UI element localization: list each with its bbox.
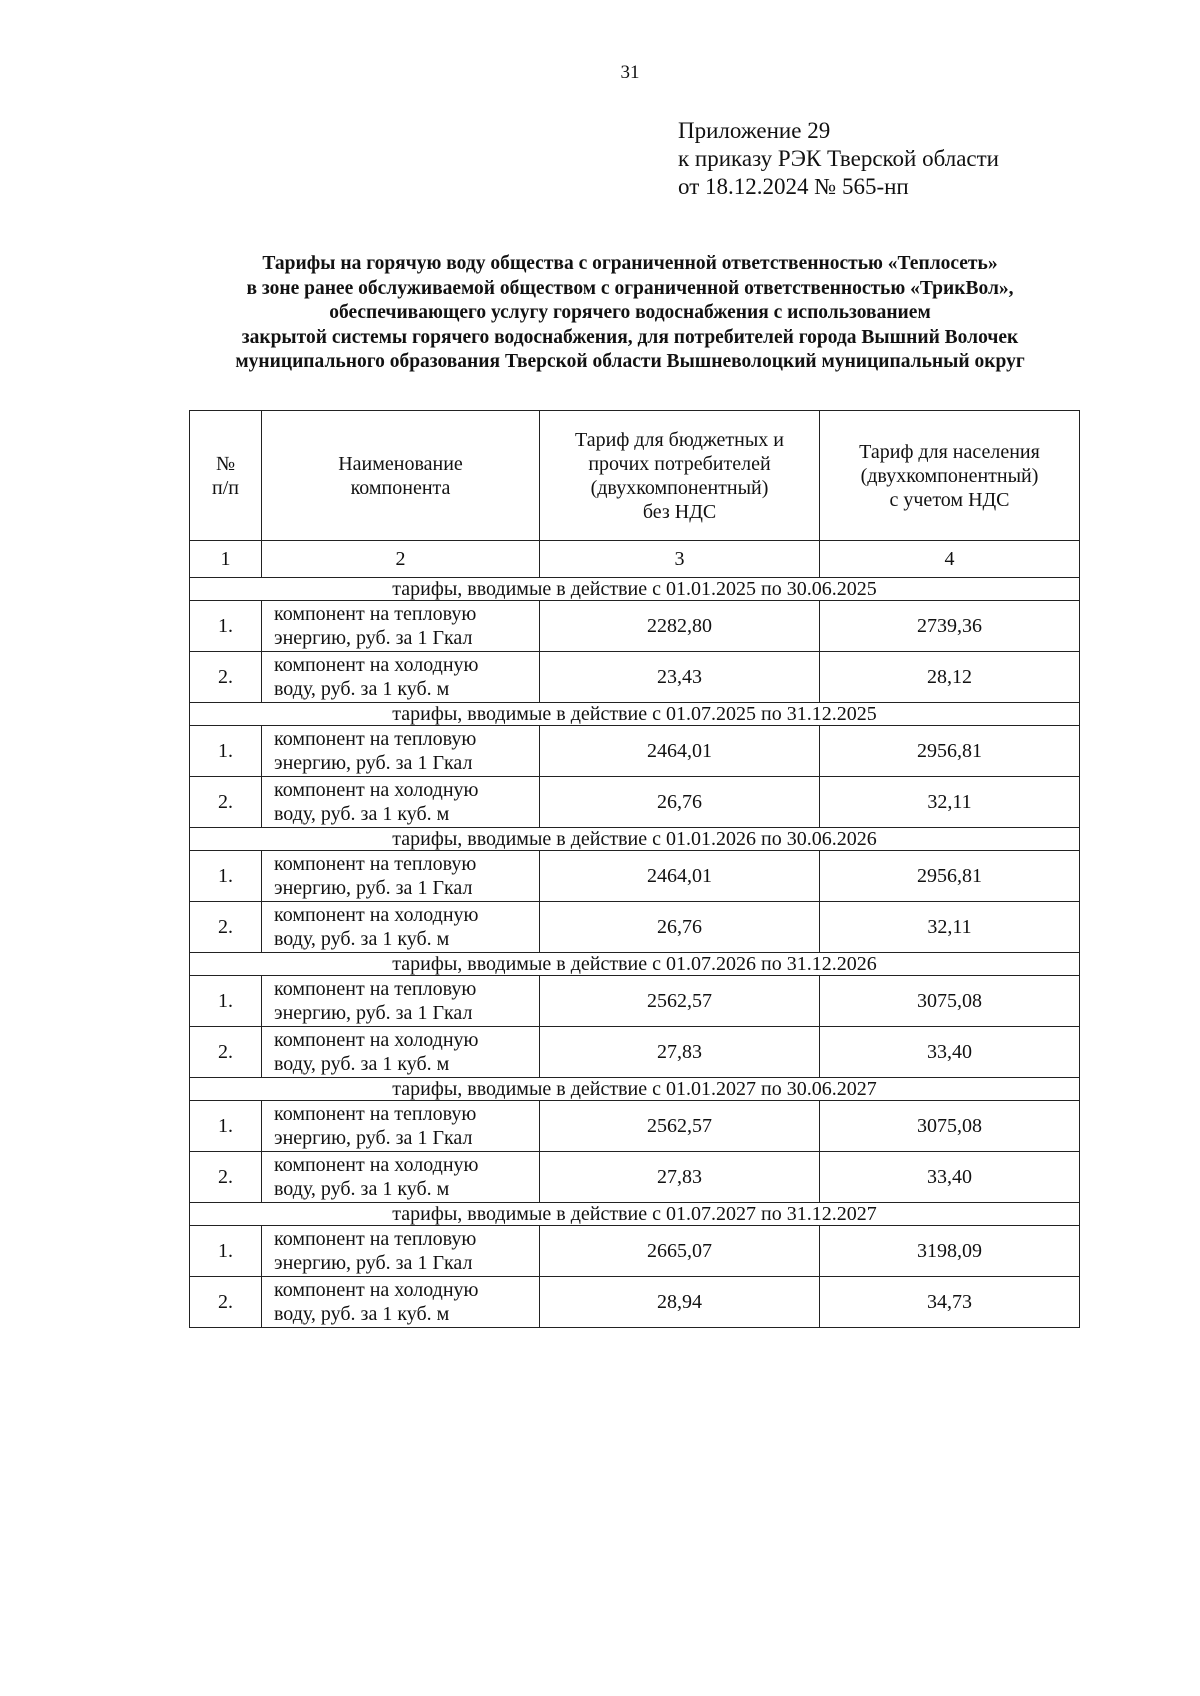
row-number: 1.	[190, 601, 262, 652]
budget-tariff-value: 23,43	[540, 652, 820, 703]
column-number: 3	[540, 541, 820, 578]
tariff-table-body	[190, 411, 1080, 1328]
title-line: Тарифы на горячую воду общества с ограниченной ответственностью «Теплосеть»	[262, 253, 998, 274]
column-number: 1	[190, 541, 262, 578]
header-text: компонента	[350, 476, 451, 499]
budget-tariff-value: 26,76	[540, 777, 820, 828]
component-name-line: воду, руб. за 1 куб. м	[274, 1303, 450, 1325]
header-cell-number	[190, 411, 262, 541]
component-name-line: энергию, руб. за 1 Гкал	[274, 1127, 473, 1149]
component-name-line: компонент на тепловую	[274, 728, 477, 750]
population-tariff-value: 3075,08	[820, 976, 1080, 1027]
component-name	[262, 777, 540, 828]
population-tariff-value: 33,40	[820, 1152, 1080, 1203]
component-name	[262, 1277, 540, 1328]
component-name-line: энергию, руб. за 1 Гкал	[274, 752, 473, 774]
table-row	[190, 1101, 1080, 1152]
period-label: тарифы, вводимые в действие с 01.07.2027 по 31.12.2027	[190, 1203, 1080, 1226]
row-number: 1.	[190, 976, 262, 1027]
population-tariff-value: 2956,81	[820, 851, 1080, 902]
population-tariff-value: 33,40	[820, 1027, 1080, 1078]
table-row	[190, 601, 1080, 652]
appendix-line: к приказу РЭК Тверской области	[678, 146, 999, 171]
period-label: тарифы, вводимые в действие с 01.01.2026 по 30.06.2026	[190, 828, 1080, 851]
population-tariff-value: 32,11	[820, 777, 1080, 828]
budget-tariff-value: 2464,01	[540, 851, 820, 902]
header-row	[190, 411, 1080, 541]
row-number: 2.	[190, 902, 262, 953]
component-name	[262, 1152, 540, 1203]
period-row	[190, 1203, 1080, 1226]
period-label: тарифы, вводимые в действие с 01.07.2026 по 31.12.2026	[190, 953, 1080, 976]
header-text: Тариф для бюджетных и	[575, 428, 784, 451]
component-name	[262, 1101, 540, 1152]
row-number: 2.	[190, 1152, 262, 1203]
table-row	[190, 652, 1080, 703]
appendix-reference	[678, 117, 999, 201]
tariff-table	[189, 410, 1080, 1328]
table-row	[190, 902, 1080, 953]
header-text: (двухкомпонентный)	[860, 464, 1039, 487]
component-name-line: компонент на холодную	[274, 904, 479, 926]
period-row	[190, 578, 1080, 601]
component-name-line: компонент на холодную	[274, 1154, 479, 1176]
period-label: тарифы, вводимые в действие с 01.01.2025 по 30.06.2025	[190, 578, 1080, 601]
budget-tariff-value: 2282,80	[540, 601, 820, 652]
column-number: 4	[820, 541, 1080, 578]
population-tariff-value: 2956,81	[820, 726, 1080, 777]
page-number: 31	[620, 62, 640, 83]
title-line: обеспечивающего услугу горячего водоснабжения с использованием	[329, 302, 931, 323]
header-text: Тариф для населения	[859, 440, 1040, 463]
header-text: №	[215, 452, 236, 475]
header-text: Наименование	[338, 452, 463, 475]
component-name-line: компонент на тепловую	[274, 603, 477, 625]
component-name-line: воду, руб. за 1 куб. м	[274, 678, 450, 700]
population-tariff-value: 32,11	[820, 902, 1080, 953]
budget-tariff-value: 26,76	[540, 902, 820, 953]
row-number: 1.	[190, 1101, 262, 1152]
row-number: 2.	[190, 652, 262, 703]
period-label: тарифы, вводимые в действие с 01.01.2027 по 30.06.2027	[190, 1078, 1080, 1101]
title-line: в зоне ранее обслуживаемой обществом с ограниченной ответственностью «ТрикВол»,	[246, 277, 1014, 299]
document-title	[160, 252, 1100, 375]
component-name-line: энергию, руб. за 1 Гкал	[274, 1252, 473, 1274]
budget-tariff-value: 2562,57	[540, 1101, 820, 1152]
component-name-line: воду, руб. за 1 куб. м	[274, 1053, 450, 1075]
header-cell-population-tariff	[820, 411, 1080, 541]
period-row	[190, 953, 1080, 976]
budget-tariff-value: 2562,57	[540, 976, 820, 1027]
period-label: тарифы, вводимые в действие с 01.07.2025 по 31.12.2025	[190, 703, 1080, 726]
budget-tariff-value: 27,83	[540, 1152, 820, 1203]
component-name	[262, 1027, 540, 1078]
component-name-line: компонент на холодную	[274, 779, 479, 801]
component-name	[262, 851, 540, 902]
row-number: 2.	[190, 777, 262, 828]
period-row	[190, 1078, 1080, 1101]
header-text: без НДС	[642, 500, 717, 523]
population-tariff-value: 34,73	[820, 1277, 1080, 1328]
budget-tariff-value: 2665,07	[540, 1226, 820, 1277]
header-cell-budget-tariff	[540, 411, 820, 541]
period-row	[190, 703, 1080, 726]
row-number: 1.	[190, 726, 262, 777]
row-number: 1.	[190, 1226, 262, 1277]
component-name	[262, 652, 540, 703]
component-name	[262, 726, 540, 777]
header-cell-component	[262, 411, 540, 541]
component-name-line: компонент на тепловую	[274, 853, 477, 875]
column-number: 2	[262, 541, 540, 578]
row-number: 1.	[190, 851, 262, 902]
row-number: 2.	[190, 1027, 262, 1078]
component-name-line: компонент на тепловую	[274, 978, 477, 1000]
component-name-line: компонент на тепловую	[274, 1228, 477, 1250]
budget-tariff-value: 27,83	[540, 1027, 820, 1078]
appendix-line: Приложение 29	[678, 118, 831, 143]
component-name	[262, 601, 540, 652]
component-name	[262, 1226, 540, 1277]
population-tariff-value: 28,12	[820, 652, 1080, 703]
component-name-line: энергию, руб. за 1 Гкал	[274, 877, 473, 899]
table-row	[190, 1277, 1080, 1328]
component-name-line: воду, руб. за 1 куб. м	[274, 803, 450, 825]
component-name	[262, 902, 540, 953]
header-text: п/п	[212, 476, 239, 499]
component-name-line: воду, руб. за 1 куб. м	[274, 1178, 450, 1200]
component-name-line: компонент на холодную	[274, 654, 479, 676]
population-tariff-value: 3075,08	[820, 1101, 1080, 1152]
header-text: с учетом НДС	[889, 488, 1010, 511]
budget-tariff-value: 2464,01	[540, 726, 820, 777]
table-row	[190, 1027, 1080, 1078]
table-row	[190, 726, 1080, 777]
population-tariff-value: 3198,09	[820, 1226, 1080, 1277]
table-row	[190, 1152, 1080, 1203]
row-number: 2.	[190, 1277, 262, 1328]
component-name-line: энергию, руб. за 1 Гкал	[274, 1002, 473, 1024]
component-name-line: компонент на холодную	[274, 1279, 479, 1301]
column-number-row	[190, 541, 1080, 578]
component-name	[262, 976, 540, 1027]
title-line: муниципального образования Тверской области Вышневолоцкий муниципальный округ	[235, 351, 1025, 372]
table-row	[190, 851, 1080, 902]
population-tariff-value: 2739,36	[820, 601, 1080, 652]
table-row	[190, 1226, 1080, 1277]
table-row	[190, 976, 1080, 1027]
budget-tariff-value: 28,94	[540, 1277, 820, 1328]
header-text: прочих потребителей	[588, 452, 771, 475]
component-name-line: воду, руб. за 1 куб. м	[274, 928, 450, 950]
component-name-line: компонент на тепловую	[274, 1103, 477, 1125]
header-text: (двухкомпонентный)	[590, 476, 769, 499]
title-line: закрытой системы горячего водоснабжения, для потребителей города Вышний Волочек	[241, 326, 1019, 348]
table-row	[190, 777, 1080, 828]
component-name-line: энергию, руб. за 1 Гкал	[274, 627, 473, 649]
component-name-line: компонент на холодную	[274, 1029, 479, 1051]
appendix-line: от 18.12.2024 № 565-нп	[678, 174, 909, 199]
period-row	[190, 828, 1080, 851]
